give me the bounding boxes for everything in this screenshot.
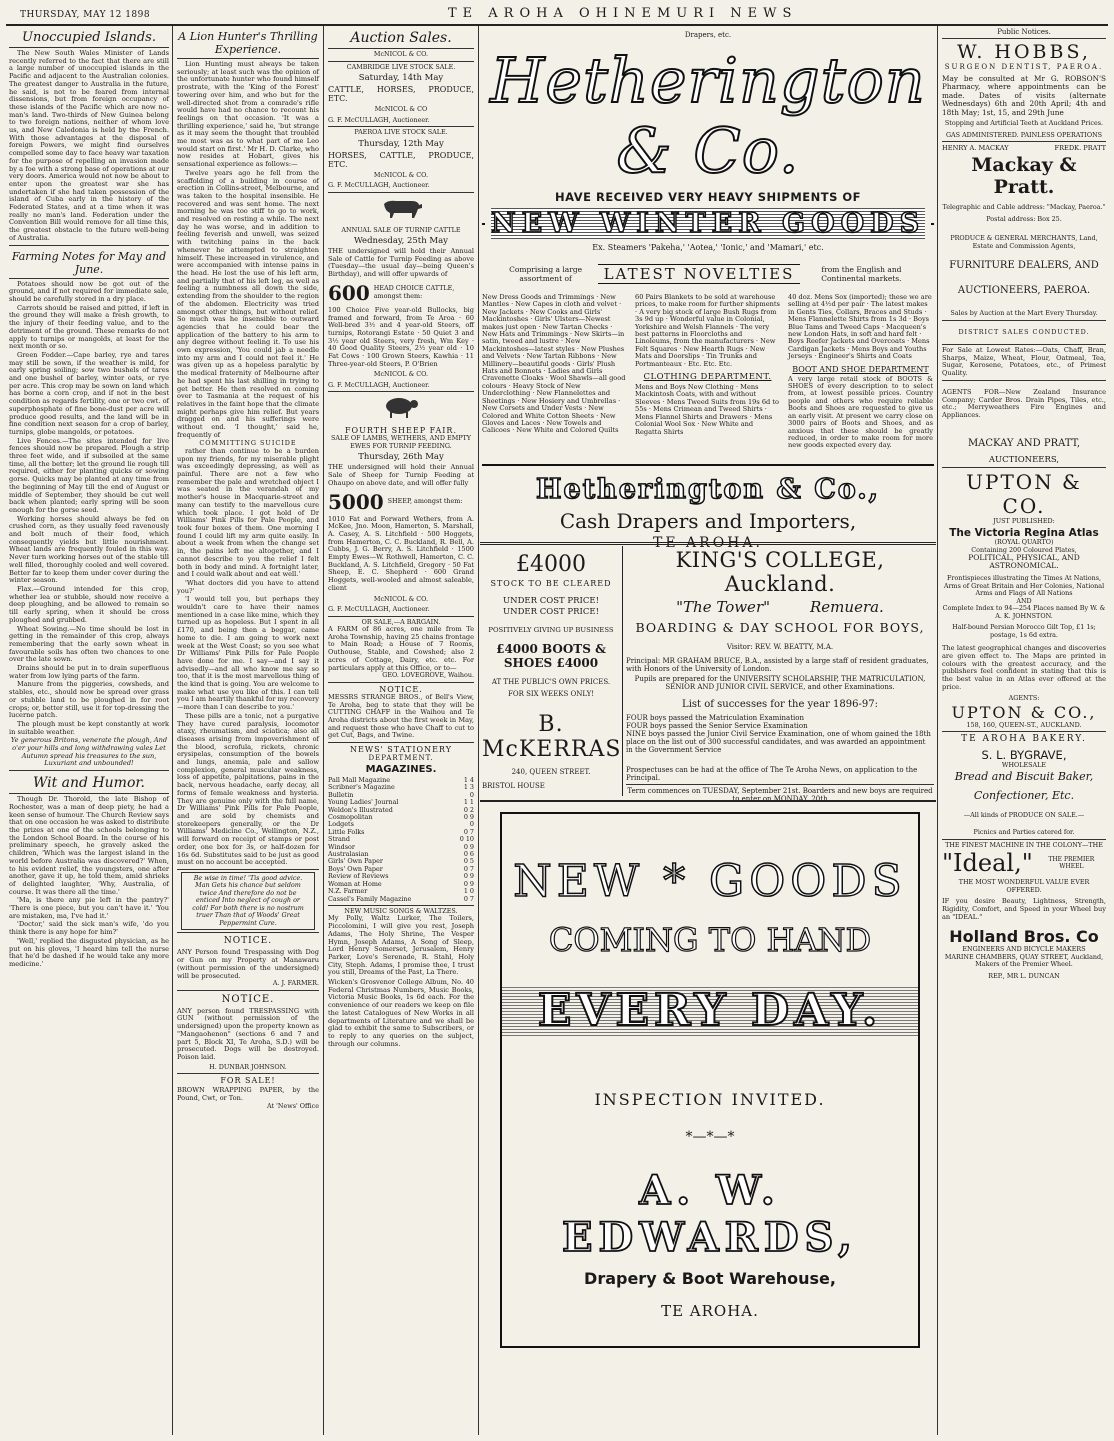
mp-for-sale: For Sale at Lowest Rates:—Oats, Chaff, Bran, Sharps, Maize, Wheat, Flour, Oatmeal, Tea, Sugar, Kerosene, Potatoes, etc., of Primest Quality. (942, 346, 1106, 378)
heading-auction-sales: Auction Sales. (350, 30, 452, 46)
sale-4-date: Thursday, 26th May (358, 452, 444, 463)
music-heading: NEW MUSIC SONGS & WALTZES. (344, 906, 458, 915)
hetherington-footer-name: Hetherington & Co., (535, 473, 881, 505)
mp-furniture: FURNITURE DEALERS, AND (949, 260, 1099, 272)
hetherington-title: Hetherington & Co. (490, 44, 926, 187)
ideal-title: "Ideal," (942, 849, 1033, 878)
kings-college-advert (626, 548, 934, 803)
column-5 (939, 28, 1109, 1435)
mp-auctioneers: AUCTIONEERS, PAEROA. (957, 285, 1091, 297)
magazine-price: 0 9 (463, 872, 474, 881)
magazine-title: Young Ladies' Journal (328, 798, 399, 807)
hetherington-footer-sub: Cash Drapers and Importers, (559, 508, 857, 533)
magazine-price: 0 9 (463, 842, 474, 851)
holland-makers: Makers of the Premier Wheel. (975, 960, 1073, 969)
clothing-list: Mens and Boys New Clothing · Mens Mackintosh Coats, with and without Sleeves · Mens Tweed Suits from 19s 6d to 55s · Mens Crimean and Tweed Shirts · Mens Flannel Shirts and Drawers · Mens Colonial Wool Sox · New White and Regatta Shirts (635, 383, 779, 436)
mp-box: Postal address: Box 25. (986, 214, 1062, 223)
sale-3-date: Wednesday, 25th May (354, 236, 448, 246)
sale-3-count: 600 (328, 280, 370, 305)
kings-principal: Principal: MR GRAHAM BRUCE, B.A., assisted by a large staff of resident graduates, with Honors of the University of London. (626, 657, 929, 673)
ideal-heading: THE FINEST MACHINE IN THE COLONY—THE (945, 840, 1103, 849)
mckerras-advert (482, 548, 620, 796)
article-lion-hunter: Lion Hunting must always be taken seriously; at least such was the opinion of the unfortunate hunter who found himself prostrate, with the 'King of the Forest' towering over him, and who but for the well-directed shot from a comrade's rifle would have had no chance to recount his feelings on that occasion. 'It was a thrilling experience,' said he, 'but strange as it may seem the thought that troubled me most was as to what part of me Leo would start on first.' Mr H. D. Clarke, who now resides at Hobart, gives his sensational experience as follows:— Twelve years ago he fell from the scaffolding of a building in course of erection in Collins-street, Melbourne, and was taken to the hospital insensible. He recovered and was sent home. The next morning he was too stiff to go to work, and resolved on resting a while. The next day he was worse, and in addition to feeling feverish and unwell, was seized with twitching pains in the back whenever he attempted to straighten himself. These increased in virulence, and were accompanied with intense pains in the head. He lost the use of his left arm, and partially that of his left leg, as well as feeling a numbness all down the side, extending from the shoulder to the region of the abdomen. Electricity was tried amongst other things, but without relief. So much was he insensible to outward agencies that he could bear the application of the battery to his arm to any degree without feeling it. To use his own expression, 'You could jab a needle into my arm and I could not feel it.' He was given up as a hopeless paralytic by the medical fraternity of Melbourne after he had spent his last shilling in trying to get better. He then resolved on coming over to Tasmania at the request of his relatives in the faint hope that the climate might perhaps give him relief. But years dragged on and his sufferings were without end. 'I thought,' said he, frequently of COMMITTING SUICIDE rather than continue to be a burden upon my friends, for my miserable plight was exceedingly depressing, as well as painful. There are not a few who remember the pale and wretched object I was seated in the verandah of my mother's house in Macquarie-street and many can testify to the marvellous cure which took place. I got hold of Dr Williams' Pink Pills for Pale People, and took four boxes of them. One morning I found I could lift my arm quite easily. In about a week from when the change set in, the pains left me altogether, and I cannot describe to you the relief I felt both in body and mind. A fortnight later, and I could walk about and eat well.' 'What doctors did you have to attend you?' 'I would tell you, but perhaps they wouldn't care to have their names mentioned in a case like mine, which they turned up as hopeless. But I spent in all £170, and being then a beggar, came home to die. I am going to work next week at the West Coast; so you see what Dr Williams' Pink Pills for Pale People have done for me. I say—and I say it advisedly—and all who know me say so too, that it is the most marvellous thing of the kind that is going. You are welcome to make what use you like of this. I can tell you I am heartily thankful for my recovery—more than I can describe to you.' These pills are a tonic, not a purgative They have cured paralysis, locomotor ataxy, rheumatism, and sciatica; also all diseases arising from impoverishment of the blood, scrofula, rickets, chronic erysipelas, consumption of the bowels and lungs, anemia, pale and sallow complexion, general muscular weakness, loss of appetite, palpitations, pains in the back, nervous headache, early decay, all forms of female weakness and hysteria. They are genuine only with the full name, Dr Williams' Pink Pills for Pale People, and are sold by chemists and storekeepers generally, or the Dr Williams' Medicine Co., Wellington, N.Z., will forward on receipt of stamps or post order, one box for 3s, or half-dozen for 16s 6d. Substitutes said to be just as good must on no account be accepted. (177, 60, 319, 867)
mackay-pratt-title: Mackay & Pratt. (971, 154, 1077, 199)
sale-2-text: HORSES, CATTLE, PRODUCE, ETC. (328, 150, 474, 169)
boot-dept-text: A very large retail stock of BOOTS & SHOES of every description to to select from, at lowest possible prices. Country people and others who require reliable Boots and Shoes are requested to give us an early visit. At present we carry close on 3000 pairs of Boots and Shoes, and as anxious that these should be greatly reduced, in order to make room for more new goods expected every day. (788, 374, 933, 450)
magazine-title: Pall Mall Magazine (328, 776, 390, 785)
kings-tower: "The Tower" (676, 598, 771, 616)
kings-prospectus: Prospectuses can be had at the office of The Te Aroha News, on application to the Principal. (626, 766, 918, 782)
sale-4-list: 1010 Fat and Forward Wethers, from A. McKee, Jno. Moon, Hamerton, S. Marshall, A. Casey, A. S. Litchfield · 500 Hoggets, from Hamerton, C. C. Buckland, R. Bell, A. Cubbs, J. G. Berry, A. S. Litchfield · 1500 Empty Ewes—W. Rothwell, Hamerton, C. C. Buckland, A. S. Litchfield, Gregory · 50 Fat Sheep, E. C. Shepherd · 600 Grand Hoggets, well-wooled and almost saleable, client (328, 514, 474, 592)
magazine-price: 1 0 (463, 887, 474, 896)
holland-rep: REP., MR L. DUNCAN (988, 971, 1060, 980)
for-sale-signature: At 'News' Office (267, 1101, 319, 1110)
sale-2-heading: PAEROA LIVE STOCK SALE. (354, 128, 448, 136)
kings-success-2: FOUR boys passed the Senior Service Examination (626, 722, 808, 730)
atlas-sub: (ROYAL QUARTO) (994, 538, 1054, 547)
cow-engraving (328, 196, 474, 224)
sale-1-firm: McNICOL & CO (374, 105, 428, 113)
magazine-price: 0 9 (463, 813, 474, 822)
stationery-dept: DEPARTMENT. (368, 754, 434, 763)
sale-1-text: CATTLE, HORSES, PRODUCE, ETC. (328, 85, 474, 103)
clothing-dept-heading: CLOTHING DEPARTMENT. (643, 372, 772, 383)
magazine-price: 0 5 (463, 857, 474, 866)
music-list-2: Wicken's Grosvenor College Album, No. 40 Federal Christmas Numbers, Music Books, Victoria Music Books, 1s 6d each. For the convenience of our readers we keep on file the latest Catalogues of New Works in all departments of Literature and we shall be glad to exhibit the same to Subscribers, or to reply to any queries on the subject, through our columns. (328, 978, 474, 1048)
stationery-heading: NEWS' STATIONERY (350, 745, 452, 755)
sale-2-firm: McNICOL & CO. (373, 170, 429, 179)
bakery-heading: TE AROHA BAKERY. (961, 734, 1087, 745)
hobbs-text-2: Stopping and Artificial Teeth at Auckland Prices. (944, 119, 1104, 128)
sale-4-sub: SALE OF LAMBS, WETHERS, AND EMPTY EWES FOR TURNIP FEEDING. (330, 434, 472, 450)
mckerras-stock: STOCK TO BE CLEARED (490, 579, 612, 588)
masthead (6, 4, 1108, 26)
sale-1-signature: G. F. McCULLAGH, Auctioneer. (328, 115, 430, 124)
kings-school: BOARDING & DAY SCHOOL FOR BOYS, (635, 620, 925, 635)
sale-2-signature: G. F. McCULLAGH, Auctioneer. (328, 181, 430, 189)
notice-1-signature: A. J. FARMER. (272, 979, 319, 988)
magazine-price: 0 10 (459, 835, 474, 844)
bakery-produce: —All kinds of PRODUCE ON SALE.— (963, 810, 1085, 819)
music-list: My Polly, Waltz Lurker, The Toilers, Piccolomini, I will give you rest, Joseph Adams, The Holy Shrine, The Vesper Hymn, Joseph Adams, A Song of Sleep, Lord Henry Somerset, Jerusalem, Henry Parker, Love's Serenade, R. Stahl, Holy City, Steph. Adams, I promise thee, I trust you still, Dreams of the Past, La There. (328, 914, 474, 977)
mckerras-public: AT THE PUBLIC'S OWN PRICES. (491, 678, 611, 686)
newspaper-title: TE AROHA OHINEMURI NEWS (448, 6, 798, 21)
magazines-list (328, 777, 474, 903)
column-2 (174, 28, 322, 1435)
magazine-title: Weldon's Illustrated (328, 805, 393, 814)
magazine-title: Cosmopolitan (328, 813, 373, 822)
magazine-price: 1 1 (463, 798, 474, 807)
comprising-text: Comprising a large assortment of (509, 265, 583, 283)
hetherington-received: HAVE RECEIVED VERY HEAVY SHIPMENTS OF (554, 190, 862, 204)
sale-3-firm: McNICOL & CO. (373, 370, 429, 379)
goods-list-3: 40 doz. Mens Sox (imported); these we are selling at 4½d per pair · The latest makes in Gents Ties, Collars, Braces and Studs · Mens Flannelette Shirts from 1s 3d · Boys Blue Tams and Tweed Caps · Macqueen's new London Hats, in soft and hard felt · Boys Reefer Jackets and Overcoats · Mens Cardigan Jackets · Mens Boys and Youths Jerseys · Engineer's Shirts and Coats (788, 293, 932, 361)
magazine-title: Cassel's Family Magazine (328, 894, 412, 903)
mp2-name: MACKAY AND PRATT, (967, 437, 1081, 449)
magazine-title: Australasian (328, 850, 369, 859)
sale-4-count: 5000 (328, 489, 384, 514)
mckerras-boots: £4000 BOOTS & SHOES £4000 (496, 642, 606, 670)
magazine-price: 1 4 (463, 776, 474, 785)
sale-3-signature: G. F. McCULLAGH, Auctioneer. (328, 380, 430, 389)
mckerras-weeks: FOR SIX WEEKS ONLY! (507, 690, 595, 698)
notice-chaff-text: MESSRS STRANGE BROS., of Bell's View, Te Aroha, beg to state that they will be CUTTING CHAFF in the Waihou and Te Aroha districts about the first week in May, and request those who have Chaff to cut to get Cut, Bags, and Twine. (328, 692, 474, 740)
notice-1-heading: NOTICE. (223, 936, 273, 947)
kings-title: KING'S COLLEGE, Auckland. (675, 548, 885, 596)
latest-novelties: LATEST NOVELTIES (598, 264, 801, 284)
kings-remuera: Remuera. (810, 598, 884, 616)
atlas-and: AND (1016, 596, 1032, 605)
magazine-title: Little Folks (328, 827, 365, 836)
notice-2-text: ANY person found TRESPASSING with GUN (without permission of the undersigned) upon the property known as "Mangaohenon" (sections 6 and 7 and part 5, Block XI, Te Aroha, S.D.) will be prosecuted. Dogs will be destroyed. Poison laid. (177, 1006, 319, 1061)
sale-4-firm: McNICOL & CO. (373, 594, 429, 603)
magazine-price: 0 7 (463, 894, 474, 903)
magazine-price: 0 7 (463, 827, 474, 836)
mp-produce: PRODUCE & GENERAL MERCHANTS, Land, Estate and Commission Agents, (950, 234, 1098, 250)
magazine-title: Windsor (328, 842, 355, 851)
peppermint-cure-poem: Be wise in time! 'Tis good advice. Man Gets his chance but seldom twice And therefore do not be enticed Into neglect of cough or cold! For both there is no nostrum truer Than that of Woods' Great Peppermint Cure. (181, 872, 315, 931)
bakery-confectioner: Confectioner, Etc. (973, 788, 1075, 802)
edwards-name: A. W. EDWARDS, (562, 1167, 858, 1261)
article-wit-humor: Though Dr. Thorold, the late Bishop of Rochester, was a man of deep piety, he had a keen sense of humour. The Church Review says that on one occasion he was asked to distribute the prizes at one of the schools belonging to the London School Board. In the course of his preliminary speech, he gravely asked the children, 'Which was the largest island in the world before Australia was discovered?' When, to his evident relief, the youngsters, one after another, gave it up, he told them, amid shrieks of delighted laughter, 'Why, Australia, of course. It was there all the time.' 'Ma, is there any pie left in the pantry?' 'There is one piece, but you can't have it.' 'You are mistaken, ma, I've had it.' 'Doctor,' said the sick man's wife, 'do you think there is any hope for him?' 'Well,' replied the disgusted physician, as he put on his gloves, 'I heard him tell the nurse that he'd be dashed if he would take any more medicine.' (9, 795, 169, 968)
goods-list-1: New Dress Goods and Trimmings · New Mantles · New Capes in cloth and velvet · New Jackets · New Cooks and Girls' Mackintoshes · Girls' Ulsters—Newest makes just open · New Tartan Checks · New Hats and Trimmings · New Skirts—in satin, tweed and lustre · New Mackintoshes—latest styles · New Plushes and Velvets · New Tartan Ribbons · New Millinery—beautiful goods · Girls' Plush Hats and Bonnets · Ladies and Girls Cravenette Cloaks · Wool Shawls—all good colours · Heavy Stock of New Underclothing · New Flannelettes and Sheetings · New Hosiery and Umbrellas · New Corsets and Under Vests · New Colored and White Cotton Sheets · New Gloves and Laces · New Towels and Calicoes · New White and Colored Quilts (482, 293, 626, 435)
edwards-inspection: INSPECTION INVITED. (594, 1090, 826, 1109)
atlas-agents: AGENTS: (1008, 694, 1040, 703)
sale-4-text: THE undersigned will hold their Annual Sale of Sheep for Turnip Feeding at Ohaupo on above date, and will offer fully (328, 463, 474, 487)
sheep-engraving (328, 395, 474, 423)
bakery-picnics: Picnics and Parties catered for. (973, 828, 1075, 837)
boot-dept-heading: BOOT AND SHOE DEPARTMENT (792, 364, 929, 374)
ideal-wonderful: THE MOST WONDERFUL VALUE EVER OFFERED. (958, 878, 1090, 894)
hetherington-advert (482, 40, 934, 551)
edwards-stars: *—*—* (685, 1129, 735, 1145)
sale-5-signature: GEO. LOVEGROVE, Waihou. (382, 671, 474, 680)
mckerras-under: UNDER COST PRICE! UNDER COST PRICE! (503, 596, 599, 617)
mckerras-positively: POSITIVELY GIVING UP BUSINESS (488, 626, 614, 634)
hobbs-name: W. HOBBS, (957, 41, 1091, 63)
magazine-price: 0 9 (463, 879, 474, 888)
heading-unoccupied-islands: Unoccupied Islands. (22, 30, 156, 45)
magazine-price: 0 (469, 790, 474, 799)
edwards-sub: Drapery & Boot Warehouse, (584, 1269, 836, 1288)
holland-address: MARINE CHAMBERS, QUAY STREET, Auckland, (944, 952, 1104, 961)
notice-2-heading: NOTICE. (221, 993, 275, 1005)
kings-pupils: Pupils are prepared for the UNIVERSITY SCHOLARSHIP, THE MATRICULATION, SENIOR AND JUNIOR CIVIL SERVICE, and other Examinations. (634, 675, 926, 691)
auction-firm: McNICOL & CO. (373, 50, 429, 58)
magazine-price: 0 7 (463, 864, 474, 873)
kings-success-3: NINE boys passed the Junior Civil Service Examination, one of whom gained the 18th place on the list out of 300 successful candidates, and was awarded an appointment in the Government Service (626, 730, 931, 754)
kings-term: Term commences on TUESDAY, September 21st. Boarders and new boys are required to enter on MONDAY, 20th (627, 787, 933, 803)
hobbs-text: May be consulted at Mr G. ROBSON'S Pharmacy, where appointments can be made. Dates of visits (alternate Wednesdays) 6th and 20th April; 4th and 18th May; 1st, 15, and 29th June (942, 74, 1106, 117)
column-3 (325, 28, 477, 1435)
magazine-title: Boys' Own Paper (328, 864, 383, 873)
sale-1-date: Saturday, 14th May (358, 73, 444, 83)
mckerras-address: 240, QUEEN STREET. (511, 768, 591, 776)
mckerras-name: B. McKERRAS (482, 712, 622, 762)
subheading-suicide: COMMITTING SUICIDE (199, 439, 297, 448)
magazine-title: Girls' Own Paper (328, 857, 383, 866)
sale-3-count-text: HEAD CHOICE CATTLE, amongst them: (373, 284, 455, 300)
edwards-every-day: EVERY DAY. (502, 985, 918, 1036)
article-farming-notes: Potatoes should now be got out of the ground, and if not required for immediate sale, should be carefully stored in a dry place. Carrots should be raised and pitted, if left in the ground they will make a fresh growth, to the injury of their feeding value, and to the detriment of the ground. These remarks do not apply to turnips or mangolds, at least for the next month or so. Green Fodder.—Cape barley, rye and tares may still be sown, if the weather is mild, for early spring soiling; sow two bushels of tares and one bushel of barley, winter oats, or rye per acre. This crop may be sown on land which has borne a corn crop, and if not in the best condition as regards fertility, one or two cwt. of superphosphate of fine bone-dust per acre will produce good results, and the land will be in fine condition next season for a crop of barley, turnips, globe mangolds, or potatoes. Live Fences.—The sites intended for live fences should now be prepared. Plough a strip three feet wide, and if subsoiled at the same time, all the better; let the ground lie rough till required, either for planting quicks or sowing gorse. Quicks may be planted at any time from the beginning of May till the end of August or middle of September, they should be cut well back when planted; early spring will be soon enough for the gorse seed. Working horses should always be fed on crushed corn, as they usually feed ravenously and bolt much of their food, which consequently yields but little nourishment. Wheat lands are frequently fouled in this way. Never turn working horses out of the stable till well filled, thoroughly cooled and well covered. Better far to keep them under cover during the winter season. Flax.—Ground intended for this crop, whether lea or stubble, should now receive a deep ploughing, and be allowed to remain so till early spring, when it should be cross ploughed and grubbed. Wheat Sowing.—No time should be lost in getting in the remainder of this crop, always remembering that the early sown wheat in favourable soils has often two chances to one over the late sown. Drains should be put in to drain superfluous water from low lying parts of the farm. Manure from the piggeries, cowsheds, and stables, etc., should now be spread over grass or stubble land to be ploughed in for root crops; or, better still, use it for top-dressing the lucerne patch. The plough must be kept constantly at work in suitable weather. Ye generous Britons, venerate the plough, And o'er your hills and long withdrawing vales Let Autumn spread his treasures to the sun, Luxuriant and unbounded! (9, 279, 169, 768)
upton-address: 158, 160, QUEEN-ST., AUCKLAND. (966, 720, 1082, 729)
heading-wit-humor: Wit and Humor. (32, 775, 145, 792)
notice-chaff-heading: NOTICE. (379, 684, 423, 694)
hobbs-title: SURGEON DENTIST, PAEROA. (944, 63, 1104, 71)
hobbs-gas: GAS ADMINISTERED. PAINLESS OPERATIONS (945, 130, 1103, 139)
goods-list-2: 60 Pairs Blankets to be sold at warehouse prices, to make room for further shipments · A very big stock of large Bush Rugs from 3s 9d up · Wonderful value in Colonial, Yorkshire and Welsh Flannels · The very best patterns in Floorcloths and Linoleums, from the manufacturers · New Felt Squares · New Hearth Rugs · New Mats and Doorslips · Tin Trunks and Portmanteaux · Etc. Etc. Etc. (635, 293, 780, 368)
mckerras-amount: £4000 (516, 552, 586, 577)
magazine-row (328, 896, 474, 903)
heading-lion-hunter: A Lion Hunter's Thrilling Experience. (178, 30, 318, 56)
atlas-text: Frontispieces illustrating the Times At Nations, Arms of Great Britain and Her Colonies, National Arms and Flags of All Nations (943, 574, 1105, 598)
ideal-sub: THE PREMIER WHEEL (1048, 856, 1095, 871)
magazine-price: 0 6 (463, 850, 474, 859)
edwards-new-goods: NEW * GOODS (513, 856, 907, 907)
edwards-coming: COMING TO HAND (548, 921, 872, 959)
for-sale-text: BROWN WRAPPING PAPER, by the Pound, Cwt, or Ton. (177, 1086, 319, 1102)
sale-5-text: A FARM of 86 acres, one mile from Te Aroha Township, having 25 chains frontage to Main Road; a House of 7 Rooms, Outhouse, Stable, and Cowshed; also 2 acres of Cottage, Dairy, etc. etc. For particulars apply at this Office, or to— (328, 625, 474, 672)
column-1 (6, 28, 172, 1435)
bakery-bread: Bread and Biscuit Baker, (954, 769, 1094, 783)
kings-list-heading: List of successes for the year 1896-97: (682, 699, 878, 710)
mp-telegraphic: Telegraphic and Cable address: "Mackay, Paeroa." (942, 203, 1106, 212)
mp-agents: AGENTS FOR—New Zealand Insurance Company; Carder Bros. Drain Pipes, Tiles, etc., etc.; Merryweathers Fire Engines and Appliances. (942, 387, 1106, 419)
magazine-title: Strand (328, 835, 351, 844)
magazine-price: 0 (469, 820, 474, 829)
sale-3-heading: ANNUAL SALE OF TURNIP CATTLE (341, 225, 461, 234)
partner-mackay: HENRY A. MACKAY (942, 144, 1009, 153)
notice-2-signature: H. DUNBAR JOHNSON. (209, 1062, 287, 1071)
magazine-title: N.Z. Farmer (328, 887, 368, 896)
mckerras-house: BRISTOL HOUSE (482, 782, 545, 790)
sale-1-heading: CAMBRIDGE LIVE STOCK SALE. (346, 62, 456, 71)
for-sale-heading: FOR SALE! (220, 1076, 276, 1086)
kings-success-1: FOUR boys passed the Matriculation Examination (626, 714, 804, 722)
sale-4-signature: G. F. McCULLAGH, Auctioneer. (328, 605, 430, 614)
sale-4-heading: FOURTH SHEEP FAIR. (344, 426, 457, 436)
upton-published: JUST PUBLISHED: (993, 516, 1055, 525)
atlas-index: Complete Index to 94—254 Places named By W. & A. K. JOHNSTON. (942, 604, 1106, 620)
atlas-title: The Victoria Regina Atlas (949, 527, 1099, 540)
holland-title: Holland Bros. Co (949, 927, 1099, 947)
heading-farming-notes: Farming Notes for May and June. (11, 249, 167, 276)
magazine-price: 0 2 (463, 805, 474, 814)
mp2-sub: AUCTIONEERS, (988, 454, 1060, 465)
magazine-title: Lodgets (328, 820, 354, 829)
hetherington-steamers: Ex. Steamers 'Pakeha,' 'Aotea,' 'Ionic,' and 'Mamari,' etc. (592, 243, 824, 252)
bakery-wholesale: WHOLESALE (1001, 761, 1047, 770)
from-markets: from the English and Continental markets. (821, 265, 902, 283)
magazine-title: Scribner's Magazine (328, 783, 395, 792)
sale-4-count-text: SHEEP, amongst them: (387, 496, 463, 505)
sale-5-heading: OR SALE,—A BARGAIN. (361, 617, 441, 626)
atlas-contains-2: POLITICAL, PHYSICAL, AND ASTRONOMICAL. (968, 553, 1080, 570)
magazine-title: Woman at Home (328, 879, 382, 888)
atlas-text-2: The latest geographical changes and discoveries are given effect to. The Maps are printed in colours with the greatest accuracy, and the publishers feel confident in stating that this is the best value in an Atlas ever offered at the price. (942, 644, 1106, 691)
atlas-bound: Half-bound Persian Morocco Gilt Top, £1 1s; postage, 1s 6d extra. (952, 623, 1096, 639)
notice-1-text: ANY Person found Trespassing with Dog or Gun on my Property at Manawaru (without permission of the undersigned) will be prosecuted. (177, 948, 319, 980)
section-label-notices: Public Notices. (997, 28, 1051, 36)
upton-2: UPTON & CO., (951, 702, 1097, 722)
edwards-advert (500, 812, 920, 1348)
magazine-title: Bulletin (328, 790, 354, 799)
magazine-title: Review of Reviews (328, 872, 389, 881)
magazines-heading: MAGAZINES. (365, 764, 437, 776)
kings-visitor: Visitor: REV. W. BEATTY, M.A. (726, 643, 834, 651)
issue-date: THURSDAY, MAY 12 1898 (20, 10, 151, 20)
bakery-name: S. L. BYGRAVE, (981, 748, 1067, 763)
hetherington-footer-town: TE AROHA. (653, 534, 763, 551)
holland-sub: ENGINEERS AND BICYCLE MAKERS (962, 945, 1086, 954)
mp-sales: Sales by Auction at the Mart Every Thursday. (950, 309, 1098, 318)
sale-3-list: 100 Choice Five year-old Bullocks, big framed and forward, from Te Aroa · 60 Well-bred 3½ and 4 year-old Steers, off turnips, Rotorangi Estate · 50 Quiet 3 and 3½ year old Steers, very fresh, Wm Key · 40 Good Quality Steers, 2½ year old · 10 Fat Cows · 100 Grown Steers, Kawhia · 11 Three-year-old Steers, P. O'Brien (328, 305, 474, 368)
atlas-contains: Containing 200 Coloured Plates, (971, 545, 1077, 554)
section-label-drapers: Drapers, etc. (684, 31, 732, 39)
partner-pratt: FREDK. PRATT (1054, 144, 1106, 153)
article-unoccupied-islands: The New South Wales Minister of Lands recently referred to the fact that there are still a large number of unoccupied islands in the Pacific and adjacent to the Australian colonies. The greatest danger to Australia in the future, he said, is not to be feared from internal dissensions, but from foreign occupancy of these islands of the Pacific which are now no-man's land. Two-thirds of New Guinea belong to two foreign nations, neither of whom love us, and New Caledonia is held by the French. With those advantages at the disposal of foreign Powers, we might find ourselves compelled some day to face heavy war taxation for the purpose of repelling an invasion made by a foe with a strong base of operations at our very doors. America would not now be about to enter upon the greatest war she has undertaken if she had taken possession of the island of Cuba early in the history of the Federated States, and at a time when it was really no man's land. Federation under the Convention Bill would remove for all time this, the greatest obstacle to the future well-being of Australia. (9, 49, 169, 242)
mp-district: DISTRICT SALES CONDUCTED. (958, 327, 1090, 336)
upton-title: UPTON & CO. (966, 469, 1082, 518)
sale-3-text: THE undersigned will hold their Annual Sale of Cattle for Turnip Feeding as above (Tuesday—the usual day—being Queen's Birthday), and will offer upwards of (328, 247, 474, 279)
edwards-town: TE AROHA. (661, 1302, 759, 1320)
new-winter-goods-banner: NEW WINTER GOODS (490, 208, 926, 239)
ideal-text: IF you desire Beauty, Lightness, Strength, Rigidity, Comfort, and Speed in your Wheel buy an "IDEAL." (942, 897, 1106, 921)
sale-2-date: Thursday, 12th May (358, 138, 444, 149)
magazine-price: 1 3 (463, 783, 474, 792)
